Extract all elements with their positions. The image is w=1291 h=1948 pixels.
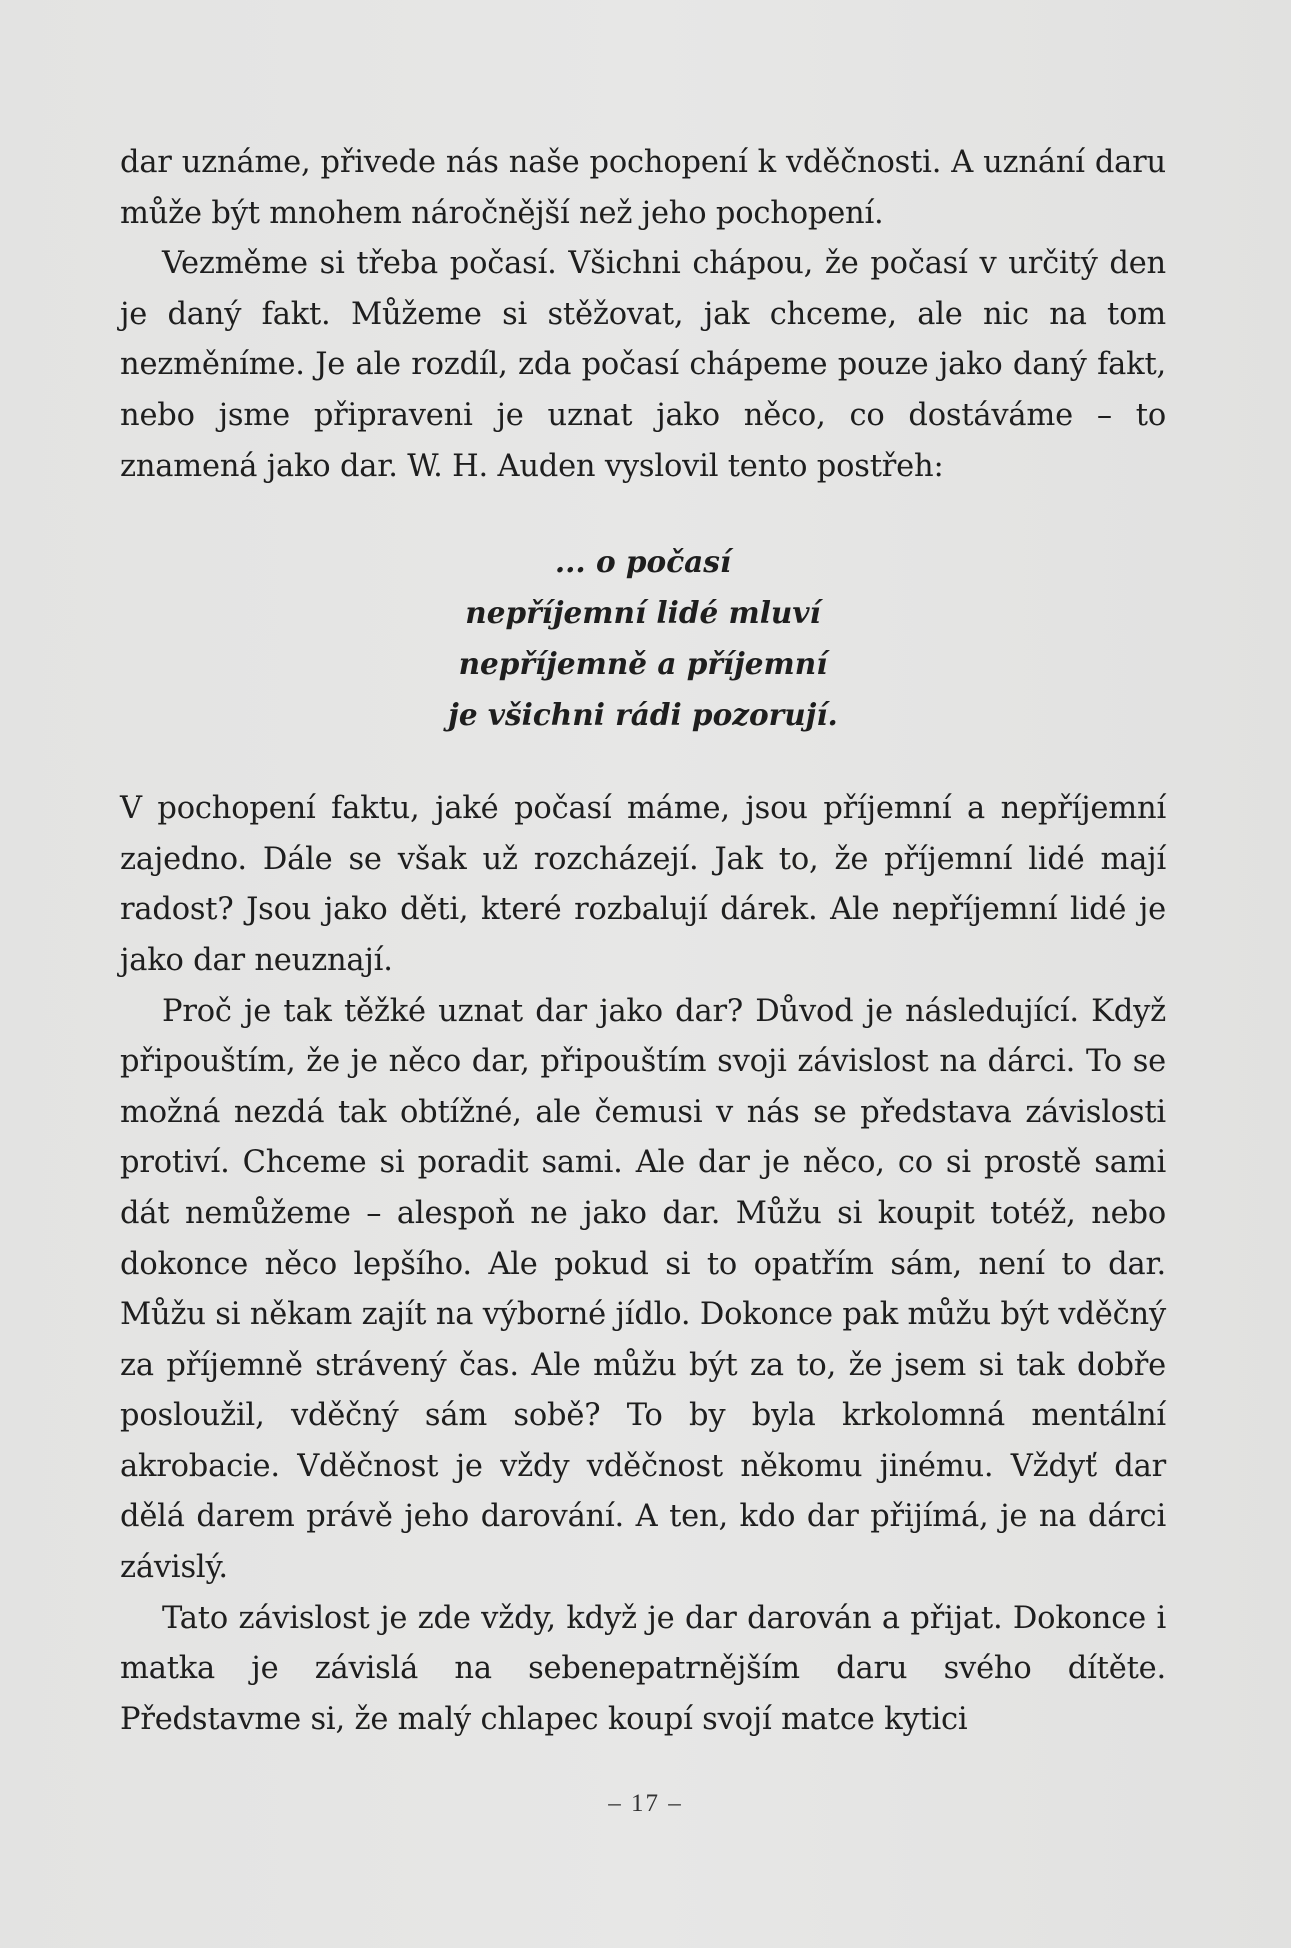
- paragraph-2: Vezměme si třeba počasí. Všichni chápou, že počasí v určitý den je daný fakt. Můžeme si stěžovat, jak chceme, ale nic na tom nezměníme. Je ale rozdíl, zda počasí chápeme pouze jako daný fakt, nebo jsme připraveni je uznat jako něco, co dostáváme – to znamená jako dar. W. H. Auden vyslovil tento postřeh:: [120, 246, 1166, 484]
- verse-line-1: ... o počasí: [554, 544, 732, 580]
- paragraph-4: Proč je tak těžké uznat dar jako dar? Důvod je následující. Když připouštím, že je něco dar, připouštím svoji závislost na dárci. To se možná nezdá tak obtížné, ale čemusi v nás se představa závislosti protiví. Chceme si poradit sami. Ale dar je něco, co si prostě sami dát nemůžeme – alespoň ne jako dar. Můžu si koupit totéž, nebo dokonce něco lepšího. Ale pokud si to opatřím sám, není to dar. Můžu si někam zajít na výborné jídlo. Dokonce pak můžu být vděčný za příjemně strávený čas. Ale můžu být za to, že jsem si tak dobře posloužil, vděčný sám sobě? To by byla krkolomná mentální akrobacie. Vděčnost je vždy vděčnost někomu jinému. Vždyť dar dělá darem právě jeho darování. A ten, kdo dar přijímá, je na dárci závislý.: [120, 993, 1166, 1586]
- verse-line-4: je všichni rádi pozorují.: [448, 697, 838, 733]
- verse-line-3: nepříjemně a příjemní: [458, 646, 828, 682]
- paragraph-5: Tato závislost je zde vždy, když je dar darován a přijat. Dokonce i matka je závislá na sebenepatrnějším daru svého dítěte. Představme si, že malý chlapec koupí svojí matce kytici: [120, 1600, 1166, 1737]
- page-number: – 17 –: [608, 1790, 683, 1817]
- verse-line-2: nepříjemní lidé mluví: [465, 595, 821, 631]
- paragraph-1: dar uznáme, přivede nás naše pochopení k vděčnosti. A uznání daru může být mnohem náročnější než jeho pochopení.: [120, 145, 1166, 231]
- paragraph-3: V pochopení faktu, jaké počasí máme, jsou příjemní a nepříjemní zajedno. Dále se však už rozcházejí. Jak to, že příjemní lidé mají radost? Jsou jako děti, které rozbalují dárek. Ale nepříjemní lidé je jako dar neuznají.: [120, 791, 1166, 978]
- body-text: [120, 138, 1166, 1745]
- quoted-verse: [120, 536, 1166, 740]
